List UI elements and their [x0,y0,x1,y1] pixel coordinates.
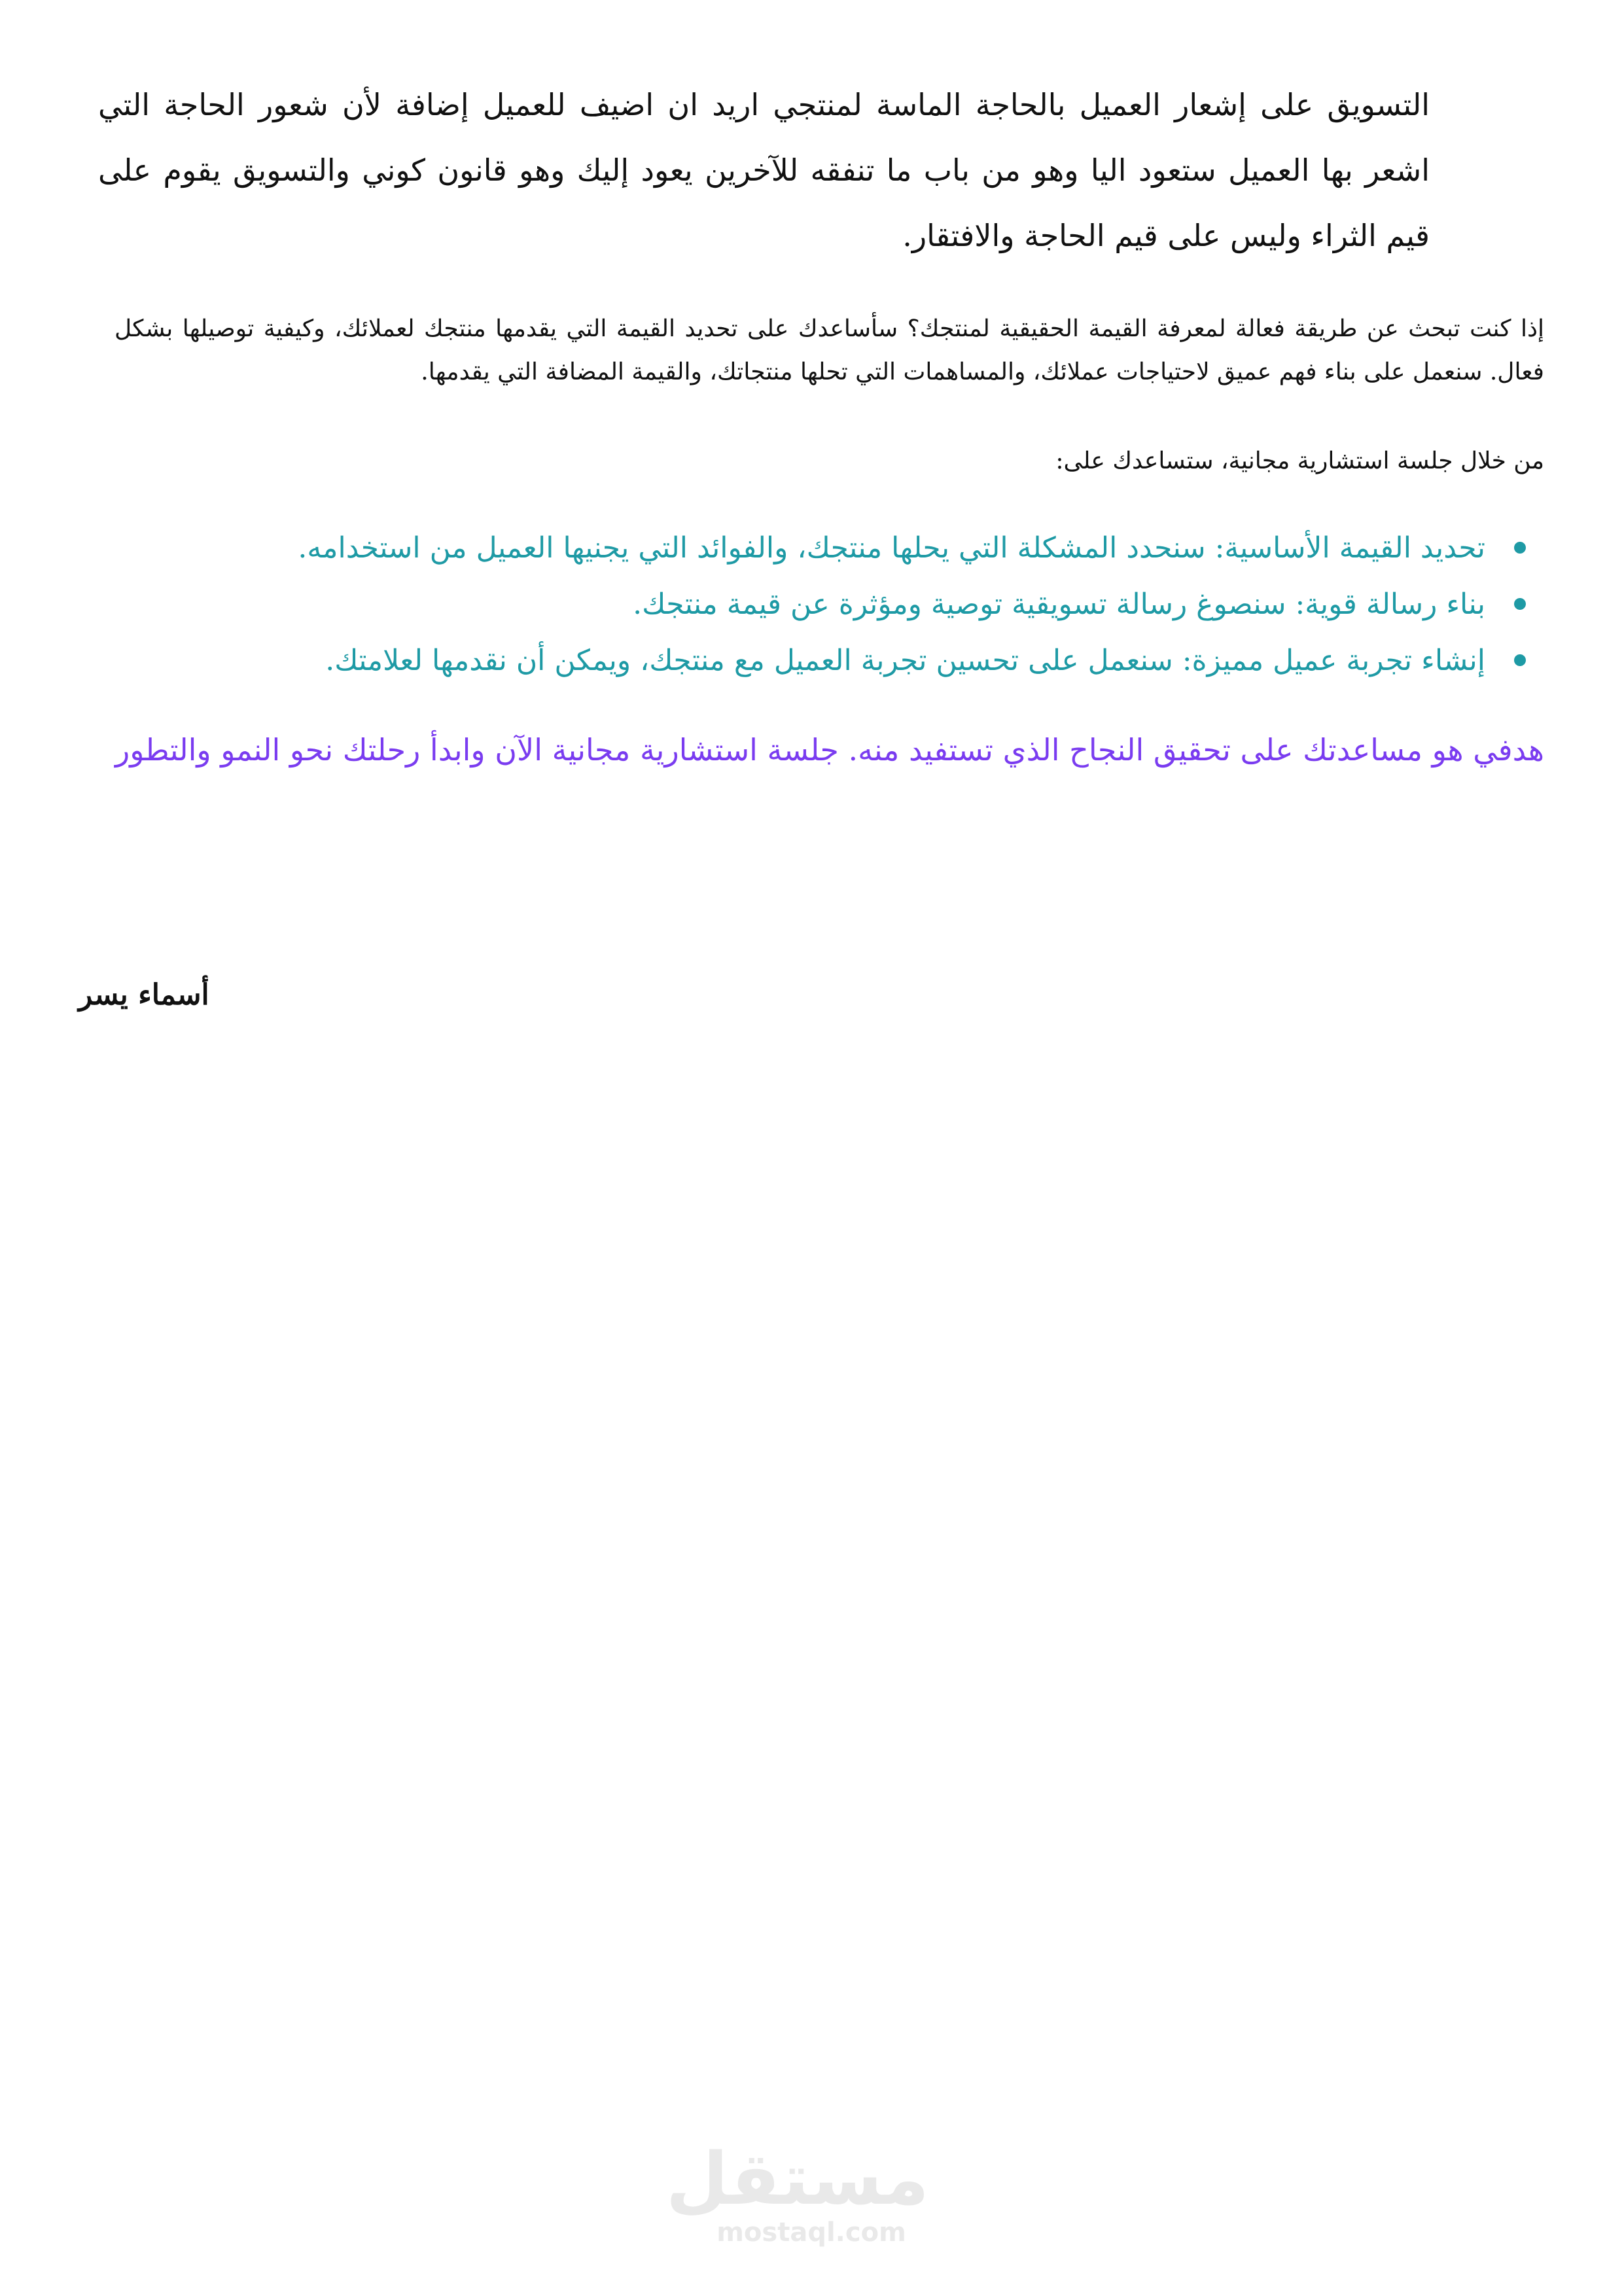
watermark-domain: mostaql.com [716,2217,906,2248]
author-signature: أسماء يسر [79,978,209,1012]
intro-paragraph: التسويق على إشعار العميل بالحاجة الماسة لمنتجي اريد ان اضيف للعميل إضافة لأن شعور الحاجة التي اشعر بها العميل ستعود اليا وهو من باب ما تنفقه للآخرين يعود إليك وهو قانون كوني والتسويق يقوم على قيم الثراء وليس على قيم الحاجة والافتقار. [98,87,1430,253]
mostaql-watermark-logo [665,2137,929,2257]
bullet-dot-icon [1514,654,1526,666]
bullet-dot-icon [1514,598,1526,610]
watermark-arabic: مستقل [665,2137,929,2221]
list-item-text: تحديد القيمة الأساسية: سنحدد المشكلة التي يحلها منتجك، والفوائد التي يجنيها العميل من استخدامه. [298,531,1485,565]
consultation-intro: من خلال جلسة استشارية مجانية، ستساعدك على: [1055,448,1544,474]
bullet-dot-icon [1514,542,1526,554]
list-item [98,633,1485,689]
goal-paragraph: هدفي هو مساعدتك على تحقيق النجاح الذي تستفيد منه. جلسة استشارية مجانية الآن وابدأ رحلتك نحو النمو والتطور [115,732,1544,768]
list-item-text: إنشاء تجربة عميل مميزة: سنعمل على تحسين تجربة العميل مع منتجك، ويمكن أن نقدمها لعلامتك. [325,644,1485,677]
value-paragraph: إذا كنت تبحث عن طريقة فعالة لمعرفة القيمة الحقيقية لمنتجك؟ سأساعدك على تحديد القيمة التي يقدمها منتجك لعملائك، وكيفية توصيلها بشكل فعال. سنعمل على بناء فهم عميق لاحتياجات عملائك، والمساهمات التي تحلها منتجاتك، والقيمة المضافة التي يقدمها. [115,315,1544,385]
list-item [98,576,1485,633]
benefits-list [98,520,1538,689]
list-item-text: بناء رسالة قوية: سنصوغ رسالة تسويقية توصية ومؤثرة عن قيمة منتجك. [633,588,1485,621]
list-item [98,520,1485,576]
